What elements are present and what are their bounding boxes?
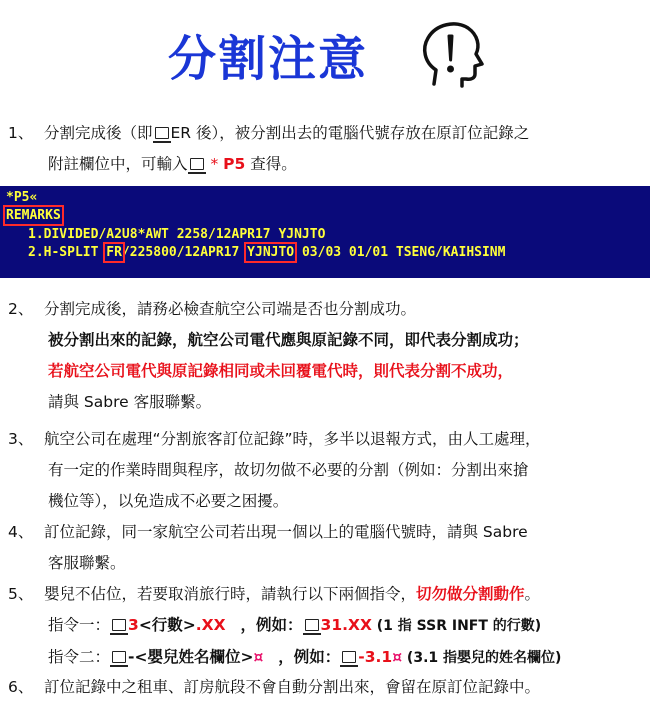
page-title: 分割注意 (168, 31, 369, 87)
remark-line-2: 2.H-SPLIT FR/225800/12APR17 YJNJTO 03/03 01/01 TSENG/KAIHSINM (28, 245, 506, 260)
terminal-icon (112, 619, 126, 631)
head-exclamation-icon (412, 14, 492, 94)
terminal-command: *P5« (6, 190, 38, 205)
terminal-icon (155, 127, 169, 139)
header (0, 14, 650, 92)
command-p5: P5 (223, 155, 246, 173)
item-2: 2、 分割完成後，請務必檢查航空公司端是否也分割成功。 被分割出來的記錄，航空公司電代應與原記錄不同，即代表分割成功； 若航空公司電代與原記錄相同或未回覆電代時，則代表分割不成功， 請與 Sabre 客服聯繫。 (8, 294, 648, 418)
warning-text: 若航空公司電代與原記錄相同或未回覆電代時，則代表分割不成功， (48, 362, 514, 380)
command-1: 指令一： 3<行數>.XX ，例如： 31.XX (1 指 SSR INFT 的行數) (48, 616, 542, 634)
item-6: 6、 訂位記錄中之租車、訂房航段不會自動分割出來，會留在原訂位記錄中。 (8, 678, 541, 696)
terminal-icon (190, 158, 204, 170)
fr-highlight: FR (106, 245, 122, 260)
item-5: 5、 嬰兒不佔位，若要取消旅行時，請執行以下兩個指令，切勿做分割動作。 指令一： 3<行數>.XX ，例如： 31.XX (1 指 SSR INFT 的行數) 指令二： -<嬰兒姓名欄位>¤ ，例如： -3.1¤ (3.1 指嬰兒的姓名欄位) (8, 579, 648, 674)
item-4: 4、 訂位記錄，同一家航空公司若出現一個以上的電腦代號時，請與 Sabre 客服聯繫。 (8, 523, 528, 572)
remark-line-1: 1.DIVIDED/A2U8*AWT 2258/12APR17 YJNJTO (28, 227, 326, 242)
end-item-symbol: ¤ (253, 648, 264, 666)
terminal-icon (305, 619, 319, 631)
terminal-screen (0, 186, 650, 278)
item-1: 1、 分割完成後（即 ER 後），被分割出去的電腦代號存放在原訂位記錄之 附註欄位中，可輸入 * P5 查得。 (8, 118, 648, 180)
command-2: 指令二： -<嬰兒姓名欄位>¤ ，例如： -3.1¤ (3.1 指嬰兒的姓名欄位) (48, 648, 562, 666)
remarks-label: REMARKS (6, 208, 61, 223)
item-number: 1、 (8, 124, 34, 142)
record-locator-highlight: YJNJTO (247, 245, 295, 260)
terminal-icon (342, 651, 356, 663)
item-3: 3、 航空公司在處理“分割旅客訂位記錄”時，多半以退報方式，由人工處理， 有一定的作業時間與程序，故切勿做不必要的分割（例如：分割出來搶 機位等），以免造成不必要之困擾。 (8, 430, 541, 510)
terminal-icon (112, 651, 126, 663)
